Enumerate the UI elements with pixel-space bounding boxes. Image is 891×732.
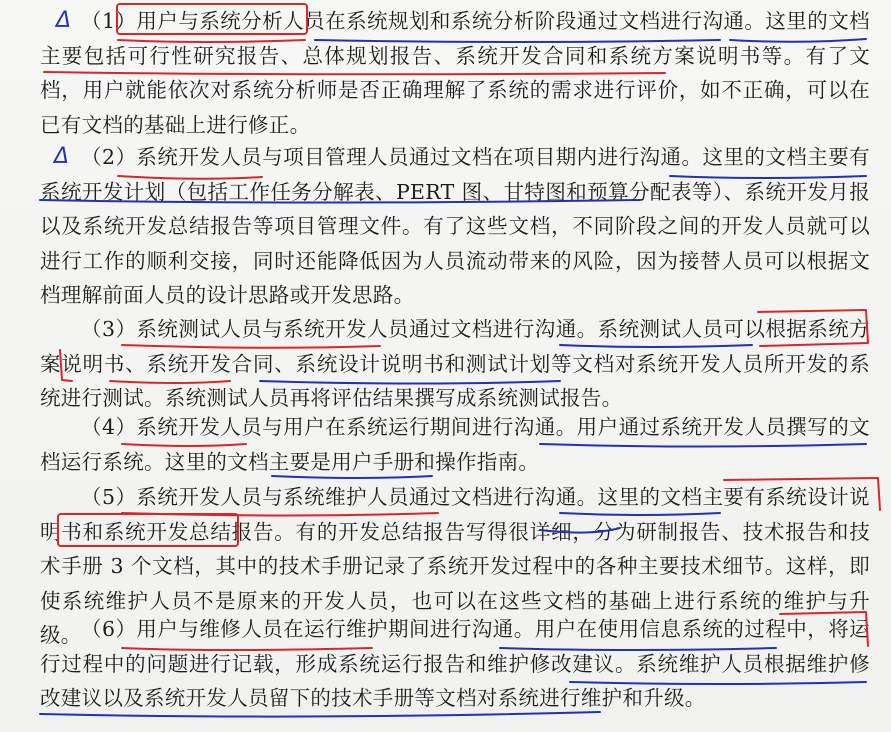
margin-mark-icon: Δ	[54, 144, 70, 169]
paragraph-5: （5）系统开发人员与系统维护人员通过文档进行沟通。这里的文档主要有系统设计说明书和系统开发总结报告。有的开发总结报告写得很详细，分为研制报告、技术报告和技术手册 3 个文档，其中的技术手册记录了系统开发过程中的各种主要技术细节。这样，即使系统维护人员不是原来的开发人员，也可以在这些文档的基础上进行系统的维护与升级。	[40, 485, 870, 647]
paragraph-1: （1）用户与系统分析人员在系统规划和系统分析阶段通过文档进行沟通。这里的文档主要包括可行性研究报告、总体规划报告、系统开发合同和系统方案说明书等。有了文档，用户就能依次对系统分析师是否正确理解了系统的需求进行评价，如不正确，可以在已有文档的基础上进行修正。	[40, 9, 870, 137]
paragraph-4: （4）系统开发人员与用户在系统运行期间进行沟通。用户通过系统开发人员撰写的文档运行系统。这里的文档主要是用户手册和操作指南。	[40, 415, 870, 474]
paragraph-6: （6）用户与维修人员在运行维护期间进行沟通。用户在使用信息系统的过程中，将运行过程中的问题进行记载，形成系统运行报告和维护修改建议。系统维护人员根据维护修改建议以及系统开发人员留下的技术手册等文档对系统进行维护和升级。	[40, 617, 870, 710]
paragraph-3: （3）系统测试人员与系统开发人员通过文档进行沟通。系统测试人员可以根据系统方案说明书、系统开发合同、系统设计说明书和测试计划等文档对系统开发人员所开发的系统进行测试。系统测试人员再将评估结果撰写成系统测试报告。	[40, 317, 870, 410]
margin-mark-icon: Δ	[56, 8, 72, 33]
paragraph-2: （2）系统开发人员与项目管理人员通过文档在项目期内进行沟通。这里的文档主要有系统开发计划（包括工作任务分解表、PERT 图、甘特图和预算分配表等）、系统开发月报以及系统开发总结报告等项目管理文件。有了这些文档，不同阶段之间的开发人员就可以进行工作的顺利交接，同时还能降低因为人员流动带来的风险，因为接替人员可以根据文档理解前面人员的设计思路或开发思路。	[40, 145, 870, 307]
